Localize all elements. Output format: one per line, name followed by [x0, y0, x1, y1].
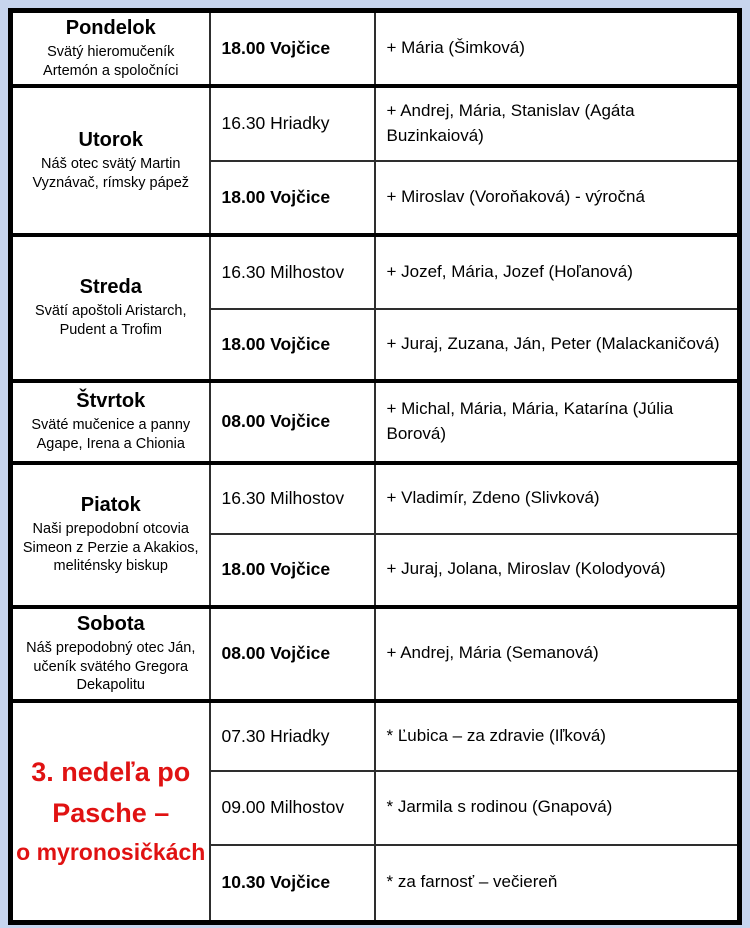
service-time: 16.30 Milhostov [210, 235, 375, 309]
service-intention: + Mária (Šimková) [375, 11, 740, 86]
service-intention: + Juraj, Zuzana, Ján, Peter (Malackaničová) [375, 309, 740, 381]
service-time: 18.00 Vojčice [210, 309, 375, 381]
service-time: 16.30 Milhostov [210, 463, 375, 534]
schedule-table [8, 8, 742, 925]
day-name: Sobota [76, 613, 145, 636]
sunday-title-line1: 3. nedeľa po [31, 756, 191, 787]
day-cell-sobota [11, 607, 210, 701]
row-streda-1 [11, 235, 740, 309]
service-time: 07.30 Hriadky [210, 701, 375, 771]
row-sobota [11, 607, 740, 701]
service-time: 08.00 Vojčice [210, 381, 375, 463]
day-feast: Sväté mučenice a panny Agape, Irena a Chionia [31, 417, 191, 452]
row-stvrtok [11, 381, 740, 463]
sunday-title-line3: o myronosičkách [16, 839, 206, 866]
day-feast: Svätý hieromučeník Artemón a spoločníci [43, 44, 179, 79]
service-time: 18.00 Vojčice [210, 534, 375, 607]
day-name: Streda [79, 276, 142, 299]
day-cell-streda [11, 235, 210, 381]
day-name: Piatok [80, 494, 141, 517]
day-feast: Náš prepodobný otec Ján, učeník svätého Gregora Dekapolitu [26, 640, 196, 694]
sunday-title-line2: Pasche – [52, 798, 170, 829]
service-time: 18.00 Vojčice [210, 11, 375, 86]
service-intention: + Andrej, Mária, Stanislav (Agáta Buzinkaiová) [375, 86, 740, 161]
day-feast: Náš otec svätý Martin Vyznávač, rímsky pápež [32, 155, 190, 191]
service-intention: * Jarmila s rodinou (Gnapová) [375, 771, 740, 845]
day-feast: Svätí apoštoli Aristarch, Pudent a Trofim [34, 303, 187, 338]
day-cell-utorok [11, 86, 210, 235]
service-time: 08.00 Vojčice [210, 607, 375, 701]
day-name: Utorok [78, 128, 143, 151]
service-time: 18.00 Vojčice [210, 161, 375, 235]
day-cell-piatok [11, 463, 210, 607]
service-intention: * Ľubica – za zdravie (Iľková) [375, 701, 740, 771]
service-intention: + Andrej, Mária (Semanová) [375, 607, 740, 701]
day-feast: Naši prepodobní otcovia Simeon z Perzie a Akakios, meliténsky biskup [22, 521, 199, 575]
liturgical-schedule [8, 8, 742, 920]
day-cell-pondelok [11, 11, 210, 86]
day-cell-nedela [11, 701, 210, 923]
day-name: Pondelok [65, 17, 156, 40]
service-intention: * za farnosť – večiereň [375, 845, 740, 923]
service-time: 16.30 Hriadky [210, 86, 375, 161]
day-name: Štvrtok [76, 390, 146, 413]
service-intention: + Juraj, Jolana, Miroslav (Kolodyová) [375, 534, 740, 607]
row-pondelok [11, 11, 740, 86]
service-intention: + Jozef, Mária, Jozef (Hoľanová) [375, 235, 740, 309]
service-time: 09.00 Milhostov [210, 771, 375, 845]
day-cell-stvrtok [11, 381, 210, 463]
service-time: 10.30 Vojčice [210, 845, 375, 923]
service-intention: + Michal, Mária, Mária, Katarína (Júlia Borová) [375, 381, 740, 463]
row-nedela-1 [11, 701, 740, 771]
service-intention: + Miroslav (Voroňaková) - výročná [375, 161, 740, 235]
row-piatok-1 [11, 463, 740, 534]
service-intention: + Vladimír, Zdeno (Slivková) [375, 463, 740, 534]
row-utorok-1 [11, 86, 740, 161]
